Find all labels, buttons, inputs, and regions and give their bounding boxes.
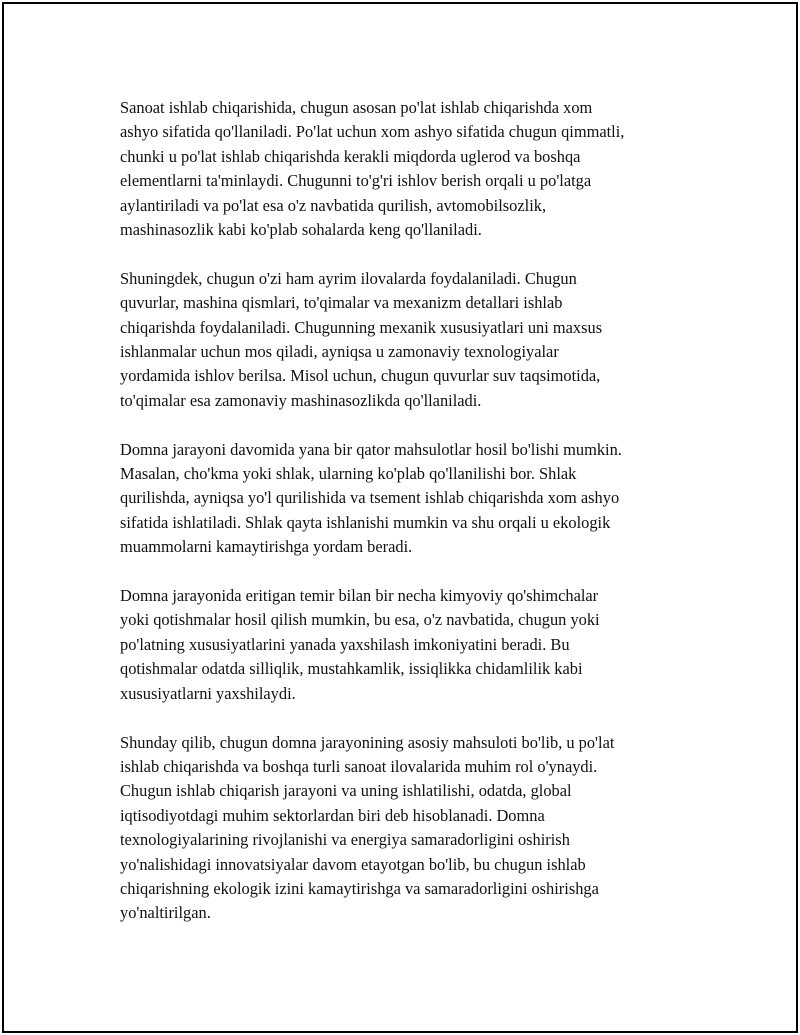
text-line: mashinasozlik kabi ko'plab sohalarda keng qo'llaniladi. <box>120 220 482 240</box>
paragraph-1 <box>120 96 720 242</box>
paragraph-5 <box>120 731 720 926</box>
page-frame <box>2 2 798 1033</box>
paragraph-4 <box>120 584 720 706</box>
text-line: Domna jarayoni davomida yana bir qator mahsulotlar hosil bo'lishi mumkin. <box>120 439 622 459</box>
text-line: qurilishda, ayniqsa yo'l qurilishida va tsement ishlab chiqarishda xom ashyo <box>120 488 620 508</box>
text-line: yoki qotishmalar hosil qilish mumkin, bu esa, o'z navbatida, chugun yoki <box>120 610 600 630</box>
paragraph-2 <box>120 267 720 413</box>
text-line: yordamida ishlov berilsa. Misol uchun, chugun quvurlar suv taqsimotida, <box>120 366 601 386</box>
text-line: ashyo sifatida qo'llaniladi. Po'lat uchun xom ashyo sifatida chugun qimmatli, <box>120 122 625 142</box>
text-line: xususiyatlarni yaxshilaydi. <box>120 683 296 703</box>
text-line: chunki u po'lat ishlab chiqarishda kerakli miqdorda uglerod va boshqa <box>120 146 581 166</box>
text-line: po'latning xususiyatlarini yanada yaxshilash imkoniyatini beradi. Bu <box>120 634 570 654</box>
text-line: quvurlar, mashina qismlari, to'qimalar va mexanizm detallari ishlab <box>120 293 563 313</box>
text-line: iqtisodiyotdagi muhim sektorlardan biri deb hisoblanadi. Domna <box>120 805 545 825</box>
document-body <box>120 96 720 950</box>
text-line: ishlab chiqarishda va boshqa turli sanoat ilovalarida muhim rol o'ynaydi. <box>120 756 598 776</box>
text-line: aylantiriladi va po'lat esa o'z navbatida qurilish, avtomobilsozlik, <box>120 195 547 215</box>
text-line: elementlarni ta'minlaydi. Chugunni to'g'ri ishlov berish orqali u po'latga <box>120 171 592 191</box>
text-line: Chugun ishlab chiqarish jarayoni va uning ishlatilishi, odatda, global <box>120 781 572 801</box>
text-line: yo'nalishidagi innovatsiyalar davom etayotgan bo'lib, bu chugun ishlab <box>120 854 586 874</box>
text-line: Sanoat ishlab chiqarishida, chugun asosan po'lat ishlab chiqarishda xom <box>120 98 593 117</box>
text-line: texnologiyalarining rivojlanishi va energiya samaradorligini oshirish <box>120 830 570 850</box>
paragraph-3 <box>120 438 720 560</box>
text-line: chiqarishda foydalaniladi. Chugunning mexanik xususiyatlari uni maxsus <box>120 317 603 337</box>
text-line: Masalan, cho'kma yoki shlak, ularning ko'plab qo'llanilishi bor. Shlak <box>120 464 577 484</box>
text-line: muammolarni kamaytirishga yordam beradi. <box>120 537 413 557</box>
text-line: sifatida ishlatiladi. Shlak qayta ishlanishi mumkin va shu orqali u ekologik <box>120 512 611 532</box>
text-line: to'qimalar esa zamonaviy mashinasozlikda qo'llaniladi. <box>120 390 482 410</box>
text-line: chiqarishning ekologik izini kamaytirishga va samaradorligini oshirishga <box>120 878 599 898</box>
text-line: Shuningdek, chugun o'zi ham ayrim ilovalarda foydalaniladi. Chugun <box>120 268 577 288</box>
text-line: Domna jarayonida eritigan temir bilan bir necha kimyoviy qo'shimchalar <box>120 586 599 606</box>
text-line: qotishmalar odatda silliqlik, mustahkamlik, issiqlikka chidamlilik kabi <box>120 659 583 679</box>
text-line: ishlanmalar uchun mos qiladi, ayniqsa u zamonaviy texnologiyalar <box>120 342 559 362</box>
text-line: Shunday qilib, chugun domna jarayonining asosiy mahsuloti bo'lib, u po'lat <box>120 732 615 752</box>
text-line: yo'naltirilgan. <box>120 903 211 923</box>
